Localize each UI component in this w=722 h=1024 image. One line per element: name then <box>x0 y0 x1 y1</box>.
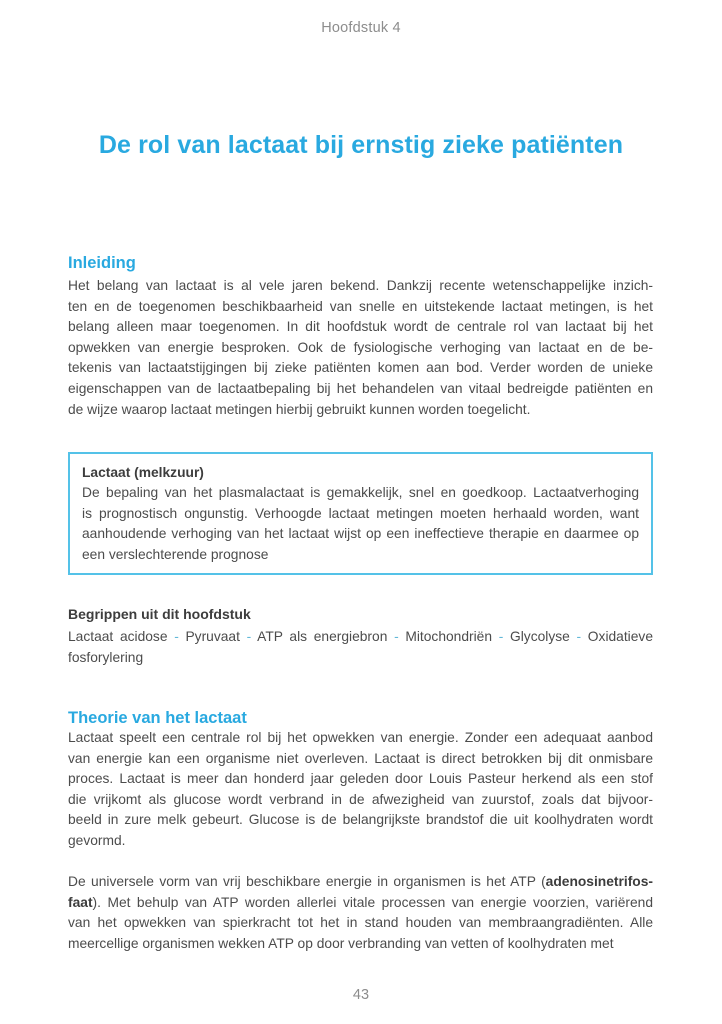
callout-heading: Lactaat (melkzuur) <box>82 465 204 480</box>
paragraph-inleiding: Het belang van lactaat is al vele jaren bekend. Dankzij recente wetenschappelijke inzich- ten en de toegenomen beschikbaarheid van snelle en uitstekende lactaat metingen, is het belang alleen maar toegenomen. In dit hoofdstuk wordt de centrale rol van lactaat bij het opwekken van energie besproken. Ook de fysiologische verhoging van lactaat en de be- tekenis van lactaatstijgingen bij zieke patiënten komen aan bod. Verder worden de unieke eigenschappen van de lactaatbepaling bij het behandelen van vitaal bedreigde patiënten en de wijze waarop lactaat metingen hierbij gebruikt kunnen worden toegelicht. <box>68 278 653 417</box>
page-number: 43 <box>352 987 370 1003</box>
chapter-title: De rol van lactaat bij ernstig zieke patiënten <box>98 131 624 159</box>
paragraph-theorie: Lactaat speelt een centrale rol bij het opwekken van energie. Zonder een adequaat aanbod van energie kan een organisme niet overleven. Lactaat is direct betrokken bij dit onmisbare proces. Lactaat is meer dan honderd jaar geleden door Louis Pasteur herkend als een stof die vrijkomt als glucose wordt verbrand in de afwezigheid van zuurstof, zoals dat bijvoor- beeld in zure melk gebeurt. Glucose is de belangrijkste brandstof die uit koolhydraten wordt gevormd. <box>68 730 653 848</box>
callout-box <box>68 452 653 575</box>
begrippen-heading: Begrippen uit dit hoofdstuk <box>68 606 251 622</box>
page-content <box>68 0 653 1024</box>
chapter-terms: Lactaat acidose - Pyruvaat - ATP als energiebron - Mitochondriën - Glycolyse - Oxidatieve fosforylering <box>68 629 653 665</box>
section-heading-inleiding: Inleiding <box>68 254 136 272</box>
callout-body: De bepaling van het plasmalactaat is gemakkelijk, snel en goedkoop. Lactaatverhoging is prognostisch ongunstig. Verhoogde lactaat metingen moeten herhaald worden, want aanhoudende verhoging van het lactaat wijst op een ineffectieve therapie en daarmee op een verslechterende prognose <box>82 485 639 562</box>
paragraph-atp: De universele vorm van vrij beschikbare energie in organismen is het ATP (adenosinetrifos- faat). Met behulp van ATP worden allerlei vitale processen van energie voorzien, variërend van het opwekken van spierkracht tot het in stand houden van membraangradiënten. Alle meercellige organismen wekken ATP op door verbranding van vetten of koolhydraten met <box>68 874 653 951</box>
section-heading-theorie: Theorie van het lactaat <box>68 709 247 727</box>
running-header: Hoofdstuk 4 <box>321 20 401 36</box>
